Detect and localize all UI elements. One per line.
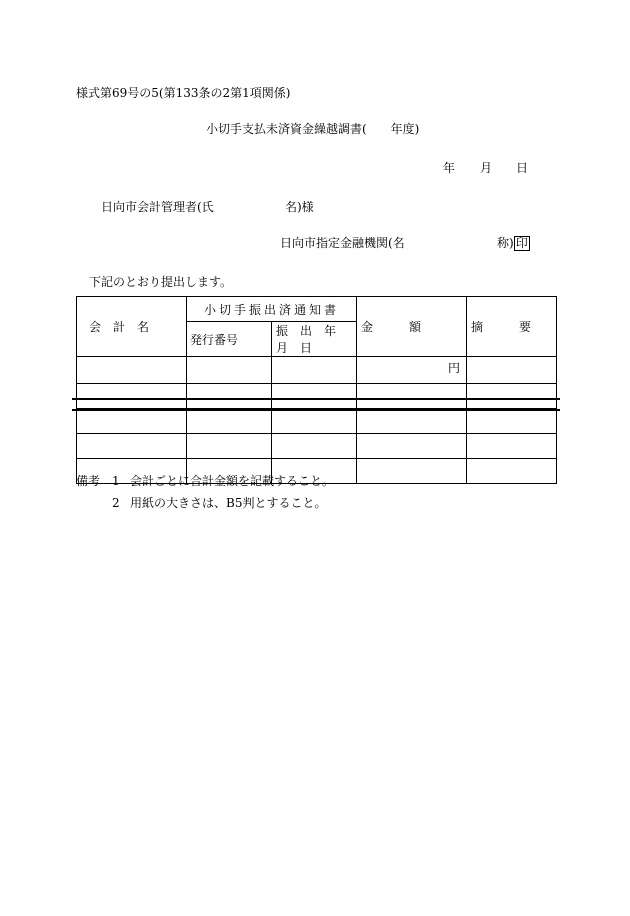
cell-issue-no[interactable] (187, 384, 272, 409)
cell-summary[interactable] (467, 357, 557, 384)
cell-issue-date[interactable] (272, 357, 357, 384)
header-issue-date: 振 出 年 月 日 (272, 322, 357, 357)
cell-amount[interactable] (357, 459, 467, 484)
cell-summary[interactable] (467, 384, 557, 409)
table-row (77, 434, 557, 459)
document-title: 小切手支払未済資金繰越調書( 年度) (206, 122, 420, 136)
sender-prefix: 日向市指定金融機関(名 (280, 236, 405, 250)
form-number: 様式第69号の5(第133条の2第1項関係) (76, 86, 291, 100)
gap-cell (187, 409, 272, 434)
cell-issue-no[interactable] (187, 357, 272, 384)
header-issue-no: 発行番号 (187, 322, 272, 357)
addressee-prefix: 日向市会計管理者(氏 (101, 200, 214, 214)
cell-account[interactable] (77, 384, 187, 409)
cell-summary[interactable] (467, 459, 557, 484)
gap-cell (272, 409, 357, 434)
total-divider-bottom (72, 409, 560, 411)
notes-label: 備考 (76, 474, 101, 488)
table-gap-row (77, 409, 557, 434)
gap-cell (467, 409, 557, 434)
header-summary: 摘 要 (467, 297, 557, 357)
addressee-suffix: 名)様 (285, 200, 314, 214)
note-2-num: 2 (112, 496, 120, 510)
header-amount: 金 額 (357, 297, 467, 357)
sender-suffix-text: 称) (497, 236, 514, 250)
cell-issue-date[interactable] (272, 384, 357, 409)
sender-suffix (497, 236, 530, 251)
cell-issue-date[interactable] (272, 434, 357, 459)
cell-issue-no[interactable] (187, 434, 272, 459)
header-account (77, 297, 187, 357)
gap-cell (77, 409, 187, 434)
cell-amount[interactable] (357, 357, 467, 384)
cell-amount[interactable] (357, 434, 467, 459)
gap-cell (357, 409, 467, 434)
header-notice-group: 小切手振出済通知書 (187, 297, 357, 322)
intro-text: 下記のとおり提出します。 (89, 275, 233, 289)
yen-unit: 円 (447, 361, 460, 375)
table-row (77, 384, 557, 409)
cell-account[interactable] (77, 434, 187, 459)
header-account-text: 会 計 名 (89, 320, 150, 334)
date-month-label: 月 (480, 161, 493, 175)
cell-account[interactable] (77, 357, 187, 384)
carryover-table (76, 296, 557, 484)
note-2-text: 用紙の大きさは、B5判とすること。 (130, 496, 327, 510)
date-year-label: 年 (443, 161, 456, 175)
cell-amount[interactable] (357, 384, 467, 409)
note-1-text: 会計ごとに合計金額を記載すること。 (130, 474, 335, 488)
cell-summary[interactable] (467, 434, 557, 459)
total-divider-top (72, 398, 560, 400)
seal-mark: 印 (515, 236, 528, 250)
table-row (77, 357, 557, 384)
note-1-num: 1 (112, 474, 120, 488)
date-day-label: 日 (516, 161, 529, 175)
